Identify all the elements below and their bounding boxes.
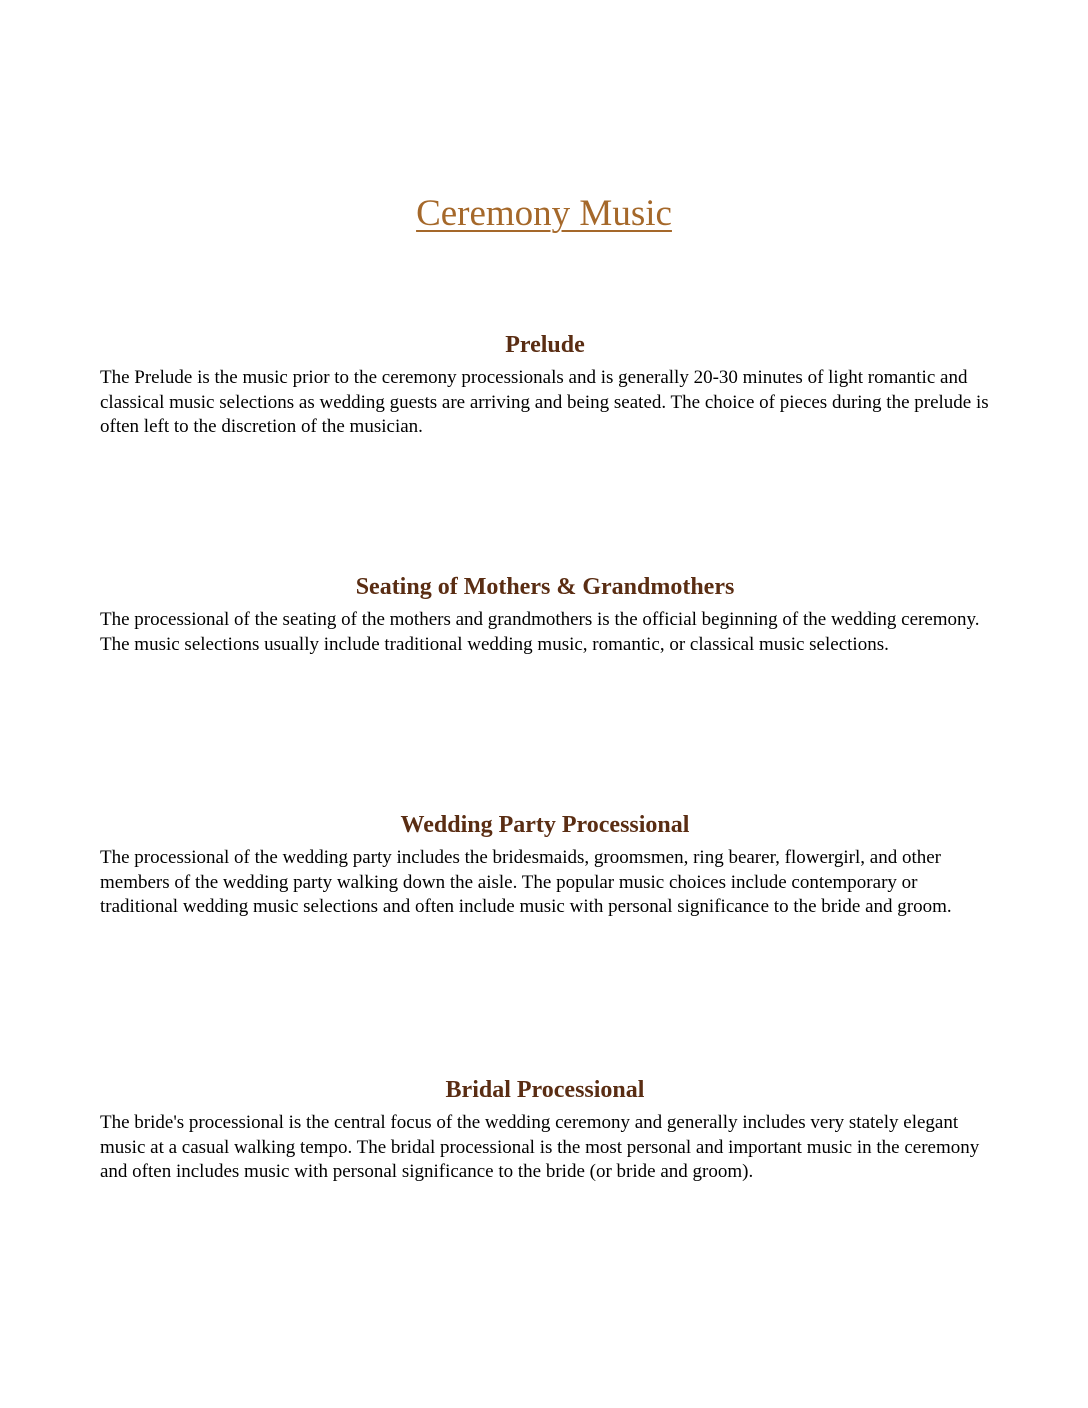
section-wedding-party-processional xyxy=(100,810,990,920)
section-heading: Bridal Processional xyxy=(445,1077,645,1103)
section-heading: Seating of Mothers & Grandmothers xyxy=(355,574,735,600)
section-body: The bride's processional is the central focus of the wedding ceremony and generally includes very stately elegant music at a casual walking tempo. The bridal processional is the most personal and important music in the ceremony and often includes music with personal significance to the bride (or bride and groom). xyxy=(100,1112,980,1182)
section-body: The processional of the seating of the mothers and grandmothers is the official beginning of the wedding ceremony. The music selections usually include traditional wedding music, romantic, or classical music selections. xyxy=(100,609,980,655)
section-heading: Wedding Party Processional xyxy=(400,812,690,838)
section-bridal-processional xyxy=(100,1075,990,1185)
page-title: Ceremony Music xyxy=(416,193,672,234)
section-heading: Prelude xyxy=(505,332,585,358)
section-prelude xyxy=(100,330,990,440)
section-seating-of-mothers xyxy=(100,572,990,657)
section-body: The Prelude is the music prior to the ceremony processionals and is generally 20-30 minutes of light romantic and classical music selections as wedding guests are arriving and being seated. The choice of pieces during the prelude is often left to the discretion of the musician. xyxy=(100,367,989,437)
section-body: The processional of the wedding party includes the bridesmaids, groomsmen, ring bearer, flowergirl, and other members of the wedding party walking down the aisle. The popular music choices include contemporary or traditional wedding music selections and often include music with personal significance to the bride and groom. xyxy=(100,847,952,917)
